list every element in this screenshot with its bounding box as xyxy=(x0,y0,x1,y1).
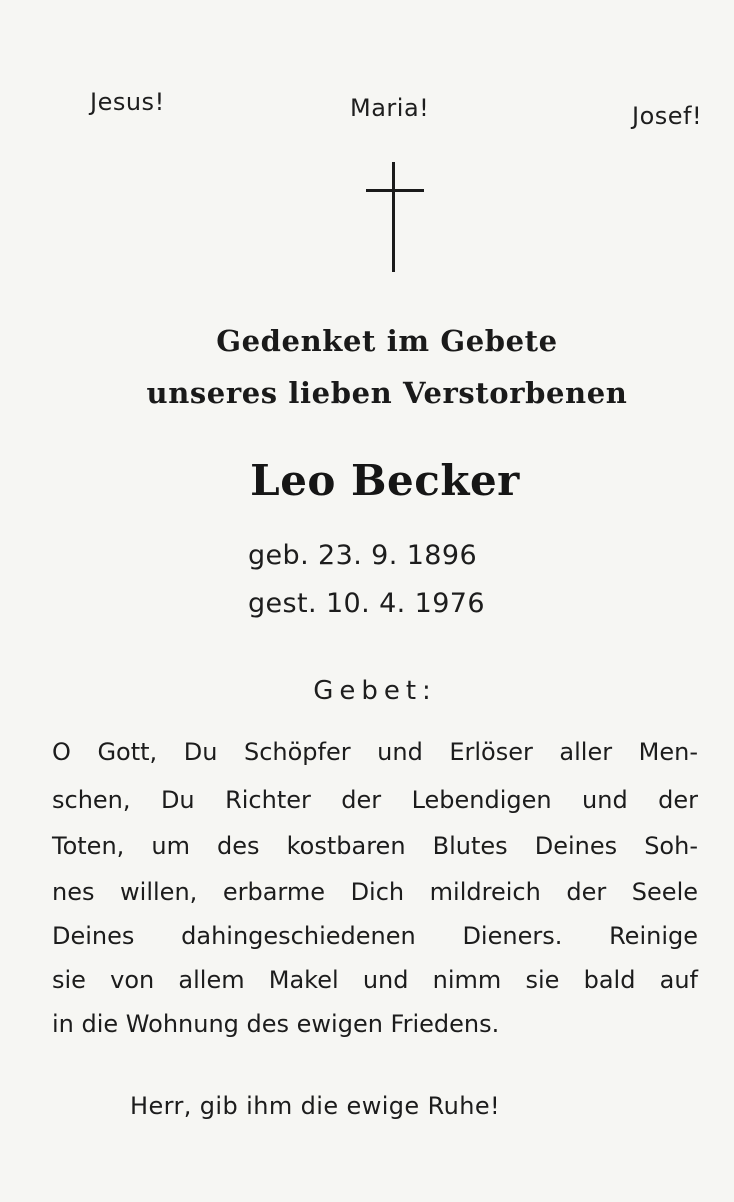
prayer-line: in die Wohnung des ewigen Friedens. xyxy=(52,1010,500,1038)
invocation-jesus: Jesus! xyxy=(90,88,165,116)
birth-date: geb. 23. 9. 1896 xyxy=(248,540,478,571)
deceased-name: Leo Becker xyxy=(250,456,520,505)
heading-line-2: unseres lieben Verstorbenen xyxy=(146,376,628,410)
death-date: gest. 10. 4. 1976 xyxy=(248,588,485,619)
prayer-title: Gebet: xyxy=(313,676,437,706)
heading-line-1: Gedenket im Gebete xyxy=(216,324,558,358)
closing-prayer: Herr, gib ihm die ewige Ruhe! xyxy=(130,1092,501,1120)
prayer-line: sie von allem Makel und nimm sie bald auf xyxy=(52,966,698,994)
prayer-line: Toten, um des kostbaren Blutes Deines Soh- xyxy=(52,832,698,860)
invocation-maria: Maria! xyxy=(350,94,430,122)
invocation-josef: Josef! xyxy=(632,102,703,130)
prayer-line: nes willen, erbarme Dich mildreich der Seele xyxy=(52,878,698,906)
prayer-line: O Gott, Du Schöpfer und Erlöser aller Men- xyxy=(52,738,698,766)
prayer-line: schen, Du Richter der Lebendigen und der xyxy=(52,786,698,814)
prayer-line: Deines dahingeschiedenen Dieners. Reinige xyxy=(52,922,698,950)
cross-icon xyxy=(366,162,424,272)
